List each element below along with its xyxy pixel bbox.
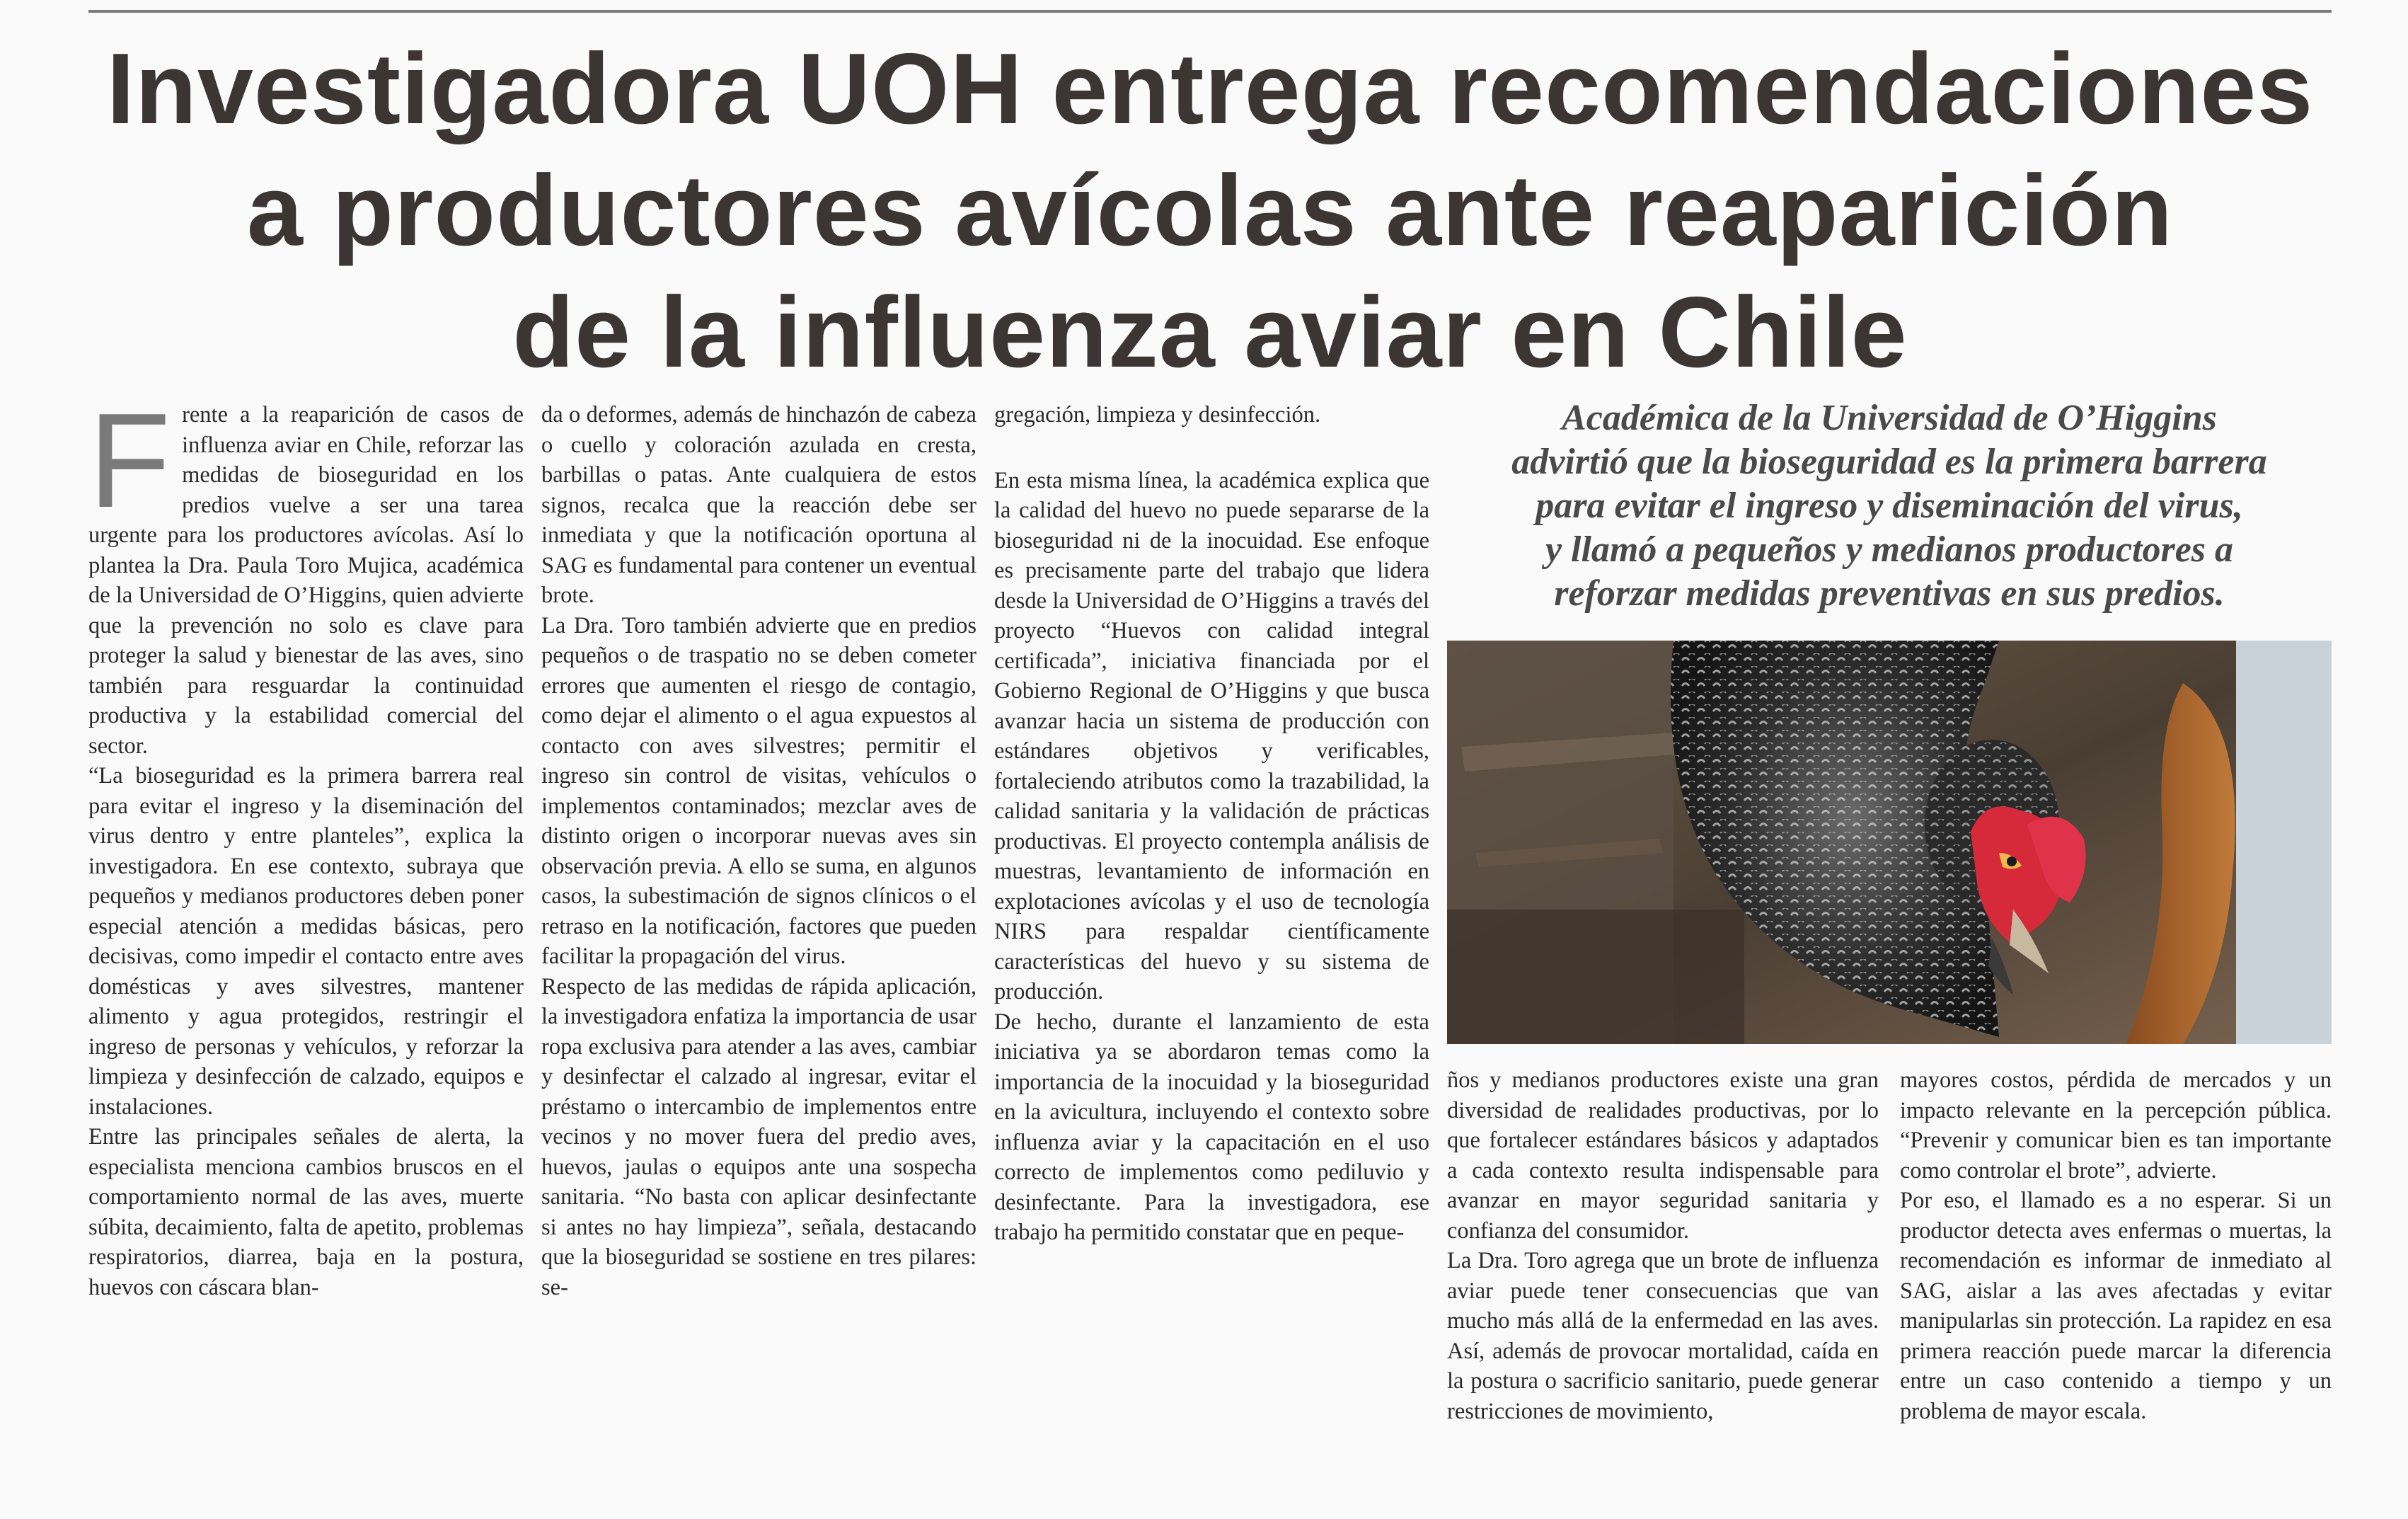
article-column-5 — [1900, 1065, 2332, 1504]
headline — [78, 28, 2342, 394]
paragraph: De hecho, durante el lanzamiento de esta iniciativa ya se abordaron temas como la importancia de la inocuidad y la bioseguridad en la avicultura, incluyendo el contexto sobre influenza aviar y la capacitación en el uso correcto de implementos como pediluvio y desinfectante. Para la investigadora, ese trabajo ha permitido constatar que en peque- — [994, 1009, 1429, 1245]
lead-line-5: reforzar medidas preventivas en sus predios. — [1554, 573, 2225, 614]
paragraph: “La bioseguridad es la primera barrera real para evitar el ingreso y la diseminación del virus dentro y entre planteles”, explica la investigadora. En ese contexto, subraya que pequeños y medianos productores deben poner especial atención a medidas básicas, pero decisivas, como impedir el contacto entre aves domésticas y aves silvestres, mantener alimento y agua protegidos, restringir el ingreso de personas y vehículos, y reforzar la limpieza y desinfección de calzado, equipos e instalaciones. — [88, 763, 524, 1120]
paragraph: Respecto de las medidas de rápida aplicación, la investigadora enfatiza la importancia de usar ropa exclusiva para atender a las aves, cambiar y desinfectar el calzado al ingresar, evitar el préstamo o intercambio de implementos entre vecinos y no mover fuera del predio aves, huevos, jaulas o equipos ante una sospecha sanitaria. “No basta con aplicar desinfectante si antes no hay limpieza”, señala, destacando que la bioseguridad se sostiene en tres pilares: se- — [541, 973, 977, 1300]
hen-photo — [1447, 641, 2332, 1044]
lead-line-3: para evitar el ingreso y diseminación del virus, — [1536, 486, 2243, 526]
paragraph: En esta misma línea, la académica explica que la calidad del huevo no puede separarse de la bioseguridad ni de la inocuidad. Ese enfoque es precisamente parte del trabajo que lidera desde la Universidad de O’Higgins a través del proyecto “Huevos con calidad integral certificada”, iniciativa financiada por el Gobierno Regional de O’Higgins y que busca avanzar hacia un sistema de producción con estándares objetivos y verificables, fortaleciendo atributos como la trazabilidad, la calidad sanitaria y la validación de prácticas productivas. El proyecto contempla análisis de muestras, levantamiento de información en explotaciones avícolas y el uso de tecnología NIRS para respaldar científicamente características del huevo y su sistema de producción. — [994, 467, 1429, 1004]
headline-line-3: de la influenza aviar en Chile — [512, 276, 1908, 389]
headline-line-1: Investigadora UOH entrega recomendaciones — [106, 33, 2314, 145]
lead-line-1: Académica de la Universidad de O’Higgins — [1562, 398, 2217, 438]
paragraph — [88, 400, 524, 761]
hen-illustration — [1447, 641, 2332, 1044]
lead-line-2: advirtió que la bioseguridad es la primera barrera — [1511, 442, 2267, 482]
paragraph: Por eso, el llamado es a no esperar. Si un productor detecta aves enfermas o muertas, la recomendación es informar de inmediato al SAG, aislar a las aves afectadas y evitar manipularlas sin protección. La rapidez en esa primera reacción puede marcar la diferencia entre un caso contenido a tiempo y un problema de mayor escala. — [1900, 1188, 2332, 1424]
paragraph: gregación, limpieza y desinfección. — [994, 402, 1321, 428]
paragraph: La Dra. Toro también advierte que en predios pequeños o de traspatio no se deben cometer errores que aumenten el riesgo de contagio, como dejar el alimento o el agua expuestos al contacto con aves silvestres; permitir el ingreso sin control de visitas, vehículos o implementos contaminados; mezclar aves de distinto origen o incorporar nuevas aves sin observación previa. A ello se suma, en algunos casos, la subestimación de signos clínicos o el retraso en la notificación, factores que pueden facilitar la propagación del virus. — [541, 612, 977, 969]
drop-cap: F — [88, 400, 171, 536]
article-column-4 — [1447, 1065, 1879, 1504]
paragraph: ños y medianos productores existe una gran diversidad de realidades productivas, por lo que fortalecer estándares básicos y adaptados a cada contexto resulta indispensable para avanzar en mayor seguridad sanitaria y confianza del consumidor. — [1447, 1067, 1879, 1244]
article-column-2 — [541, 400, 977, 1504]
paragraph: da o deformes, además de hinchazón de cabeza o cuello y coloración azulada en cresta, barbillas o patas. Ante cualquiera de estos signos, recalca que la reacción debe ser inmediata y que la notificación oportuna al SAG es fundamental para contener un eventual brote. — [541, 402, 977, 608]
paragraph-text: rente a la reaparición de casos de influenza aviar en Chile, reforzar las medidas de bioseguridad en los predios vuelve a ser una tarea urgente para los productores avícolas. Así lo plantea la Dra. Paula Toro Mujica, académica de la Universidad de O’Higgins, quien advierte que la prevención no solo es clave para proteger la salud y bienestar de las aves, sino también para resguardar la continuidad productiva y la estabilidad comercial del sector. — [88, 402, 524, 759]
article-column-1 — [88, 400, 524, 1504]
lead-deck — [1444, 396, 2335, 616]
lead-line-4: y llamó a pequeños y medianos productores a — [1545, 529, 2234, 570]
paragraph: mayores costos, pérdida de mercados y un impacto relevante en la percepción pública. “Prevenir y comunicar bien es tan importante como controlar el brote”, advierte. — [1900, 1067, 2332, 1183]
paragraph: Entre las principales señales de alerta, la especialista menciona cambios bruscos en el comportamiento normal de las aves, muerte súbita, decaimiento, falta de apetito, problemas respiratorios, diarrea, baja en la postura, huevos con cáscara blan- — [88, 1124, 524, 1300]
article-column-3 — [994, 400, 1429, 1504]
paragraph: La Dra. Toro agrega que un brote de influenza aviar puede tener consecuencias que van mucho más allá de la enfermedad en las aves. Así, además de provocar mortalidad, caída en la postura o sacrificio sanitario, puede generar restricciones de movimiento, — [1447, 1248, 1879, 1424]
headline-line-2: a productores avícolas ante reaparición — [246, 154, 2174, 267]
top-rule — [88, 10, 2332, 13]
